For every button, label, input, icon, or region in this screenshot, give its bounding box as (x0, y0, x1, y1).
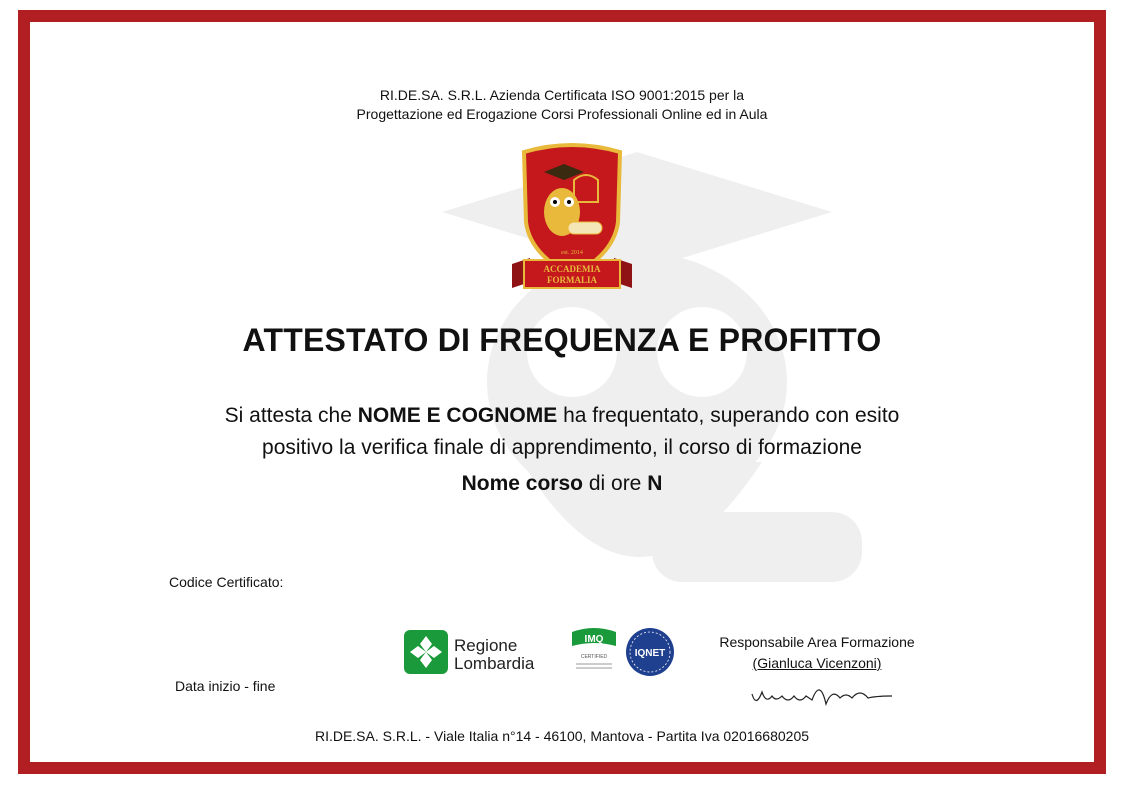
participant-name: NOME E COGNOME (357, 404, 558, 427)
accademia-formalia-crest (510, 142, 634, 290)
course-line (42, 472, 1082, 496)
signer-name: (Gianluca Vicenzoni) (752, 655, 882, 671)
regione-lombardia-logo (404, 630, 535, 674)
certificate-content (42, 22, 1082, 762)
imq-sub-text: CERTIFIED (580, 654, 608, 660)
company-footer: RI.DE.SA. S.R.L. - Viale Italia n°14 - 46100, Mantova - Partita Iva 02016680205 (314, 728, 810, 744)
statement-prefix: Si attesta che (224, 404, 358, 427)
regione-line-1: Regione (454, 636, 518, 655)
signer-role: Responsabile Area Formazione (719, 634, 915, 650)
owl-watermark (402, 132, 872, 652)
company-header (42, 86, 1082, 124)
crest-banner-line-2: FORMALIA (547, 275, 597, 285)
statement-suffix: ha frequentato, superando con esito (557, 404, 900, 427)
course-dates-label: Data inizio - fine (175, 678, 276, 694)
signature-block (697, 632, 937, 674)
header-line-1: RI.DE.SA. S.R.L. Azienda Certificata ISO 9001:2015 per la (379, 87, 745, 103)
statement-line-1 (42, 400, 1082, 432)
accreditation-logos (404, 626, 674, 678)
certificate-statement (42, 400, 1082, 464)
course-hours: N (647, 472, 663, 495)
statement-line-2: positivo la verifica finale di apprendimento, il corso di formazione (262, 436, 862, 459)
certificate-code-label: Codice Certificato: (169, 574, 284, 590)
iqnet-text: IQNET (634, 648, 666, 659)
crest-banner-line-1: ACCADEMIA (543, 264, 601, 274)
certificate-frame (18, 10, 1106, 774)
handwritten-signature (742, 674, 902, 714)
crest-est-text: est. 2014 (561, 250, 583, 256)
course-name: Nome corso (461, 472, 583, 495)
certificate-title: ATTESTATO DI FREQUENZA E PROFITTO (242, 322, 882, 358)
imq-text: IMQ (584, 634, 604, 645)
regione-line-2: Lombardia (454, 654, 535, 673)
header-line-2: Progettazione ed Erogazione Corsi Professionali Online ed in Aula (356, 106, 768, 122)
iqnet-logo (626, 628, 674, 676)
imq-certified-logo (572, 628, 616, 668)
course-middle: di ore (583, 472, 648, 495)
